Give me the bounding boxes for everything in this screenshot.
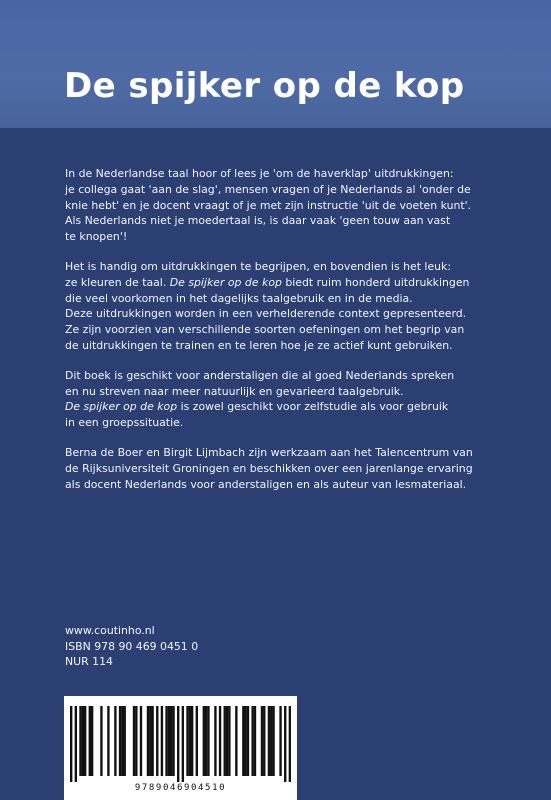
blurb-line	[65, 477, 525, 493]
barcode-bar	[244, 706, 246, 776]
blurb-line	[65, 198, 525, 214]
barcode-bar	[247, 706, 249, 776]
barcode-bar	[135, 706, 137, 776]
barcode-bar	[75, 706, 77, 782]
barcode-bar	[272, 706, 274, 776]
barcode-bar	[186, 706, 188, 776]
barcode-label	[64, 696, 297, 800]
barcode-bar	[242, 706, 244, 776]
blurb-text-segment: Berna de Boer en Birgit Lijmbach zijn werkzaam aan het Talencentrum van	[65, 445, 473, 459]
nur-code: NUR 114	[65, 655, 113, 669]
barcode-bar	[100, 706, 102, 776]
barcode-bar	[214, 706, 216, 776]
blurb-text-segment: is zowel geschikt voor zelfstudie als voor gebruik	[177, 400, 449, 414]
barcode-digits: 9789046904510	[134, 783, 227, 793]
barcode-bar	[261, 706, 263, 776]
barcode-bar	[207, 706, 209, 776]
barcode-bar	[177, 706, 179, 782]
barcode-bar	[140, 706, 142, 776]
blurb-line	[65, 213, 525, 229]
barcode-bar	[270, 706, 272, 776]
barcode-bar	[147, 706, 149, 776]
barcode-bar	[161, 706, 163, 776]
barcode-bar	[156, 706, 158, 776]
blurb-text-segment: Dit boek is geschikt voor anderstaligen die al goed Nederlands spreken	[65, 368, 455, 382]
barcode-bar	[91, 706, 93, 776]
blurb-line	[65, 166, 525, 182]
blurb-text-segment: de Rijksuniversiteit Groningen en beschikken over een jarenlange ervaring	[65, 461, 473, 475]
blurb-paragraph	[65, 368, 525, 431]
blurb-text-segment: te knopen'!	[65, 230, 128, 244]
barcode-bar	[289, 706, 291, 782]
barcode-bar	[203, 706, 205, 776]
title-band	[0, 0, 551, 128]
barcode-bars	[70, 706, 291, 782]
barcode-bar	[268, 706, 270, 776]
blurb-text-segment: je collega gaat 'aan de slag', mensen vragen of je Nederlands al 'onder de	[65, 182, 471, 196]
barcode-bar	[107, 706, 109, 776]
blurb-line	[65, 306, 525, 322]
blurb-text-segment: als docent Nederlands voor anderstaligen en als auteur van lesmateriaal.	[65, 477, 467, 491]
barcode-bar	[89, 706, 91, 776]
blurb-text-segment: Als Nederlands niet je moedertaal is, is daar vaak 'geen touw aan vast	[65, 214, 451, 228]
blurb-line	[65, 182, 525, 198]
barcode-bar	[182, 706, 184, 782]
blurb-line	[65, 384, 525, 400]
barcode-bar	[170, 706, 172, 776]
barcode-bar	[84, 706, 86, 776]
blurb-text-segment: Het is handig om uitdrukkingen te begrijpen, en bovendien is het leuk:	[65, 259, 452, 273]
barcode-bar	[165, 706, 167, 776]
blurb-paragraph	[65, 445, 525, 492]
barcode-bar	[189, 706, 191, 776]
barcode-bar	[119, 706, 121, 776]
barcode-bar	[114, 706, 116, 776]
barcode-bar	[151, 706, 153, 776]
barcode-bar	[284, 706, 286, 782]
blurb-line	[65, 415, 525, 431]
barcode-bar	[226, 706, 228, 776]
barcode-bar	[219, 706, 221, 776]
barcode-bar	[235, 706, 237, 776]
blurb-line	[65, 259, 525, 275]
blurb-text-segment: biedt ruim honderd uitdrukkingen	[281, 275, 470, 289]
blurb-text-segment: en nu streven naar meer natuurlijk en gevarieerd taalgebruik.	[65, 384, 404, 398]
blurb-text-segment: Ze zijn voorzien van verschillende soorten oefeningen om het begrip van	[65, 323, 465, 337]
book-title: De spijker op de kop	[64, 66, 465, 106]
barcode-bar	[149, 706, 151, 776]
publisher-website[interactable]: www.coutinho.nl	[65, 624, 155, 637]
barcode-bar	[168, 706, 170, 776]
blurb-text-segment: in een groepssituatie.	[65, 416, 184, 430]
blurb-line	[65, 322, 525, 338]
barcode-bar	[254, 706, 256, 776]
blurb-text-segment: In de Nederlandse taal hoor of lees je 'om de haverklap' uitdrukkingen:	[65, 167, 454, 180]
blurb-line	[65, 291, 525, 307]
blurb-text-segment: ze kleuren de taal.	[65, 275, 170, 289]
blurb-text	[65, 166, 525, 506]
barcode-bar	[251, 706, 253, 776]
barcode-bar	[121, 706, 123, 776]
barcode-bar	[133, 706, 135, 776]
blurb-paragraph	[65, 259, 525, 354]
barcode-bar	[205, 706, 207, 776]
blurb-paragraph	[65, 166, 525, 245]
blurb-line	[65, 399, 525, 415]
barcode-bar	[82, 706, 84, 776]
blurb-line	[65, 461, 525, 477]
blurb-line	[65, 229, 525, 245]
book-title-reference: De spijker op de kop	[65, 400, 178, 414]
barcode-bar	[263, 706, 265, 776]
blurb-text-segment: die veel voorkomen in het dagelijks taalgebruik en in de media.	[65, 291, 413, 305]
barcode-bar	[70, 706, 72, 782]
barcode-bar	[172, 706, 174, 776]
barcode-bar	[228, 706, 230, 776]
barcode-bar	[196, 706, 198, 776]
book-title-reference: De spijker op de kop	[169, 275, 282, 289]
blurb-text-segment: knie hebt' en je docent vraagt of je met zijn instructie 'uit de voeten kunt'.	[65, 198, 472, 212]
publisher-info	[65, 623, 198, 670]
blurb-line	[65, 445, 525, 461]
barcode-bar	[124, 706, 126, 776]
blurb-text-segment: de uitdrukkingen te trainen en te leren hoe je ze actief kunt gebruiken.	[65, 338, 453, 352]
isbn-number: ISBN 978 90 469 0451 0	[65, 639, 199, 653]
blurb-line	[65, 338, 525, 354]
barcode-bar	[224, 706, 226, 776]
barcode-bar	[279, 706, 281, 776]
barcode-bar	[79, 706, 81, 776]
blurb-text-segment: Deze uitdrukkingen worden in een verhelderende context gepresenteerd.	[65, 307, 467, 321]
blurb-line	[65, 368, 525, 384]
blurb-line	[65, 275, 525, 291]
barcode-bar	[191, 706, 193, 776]
